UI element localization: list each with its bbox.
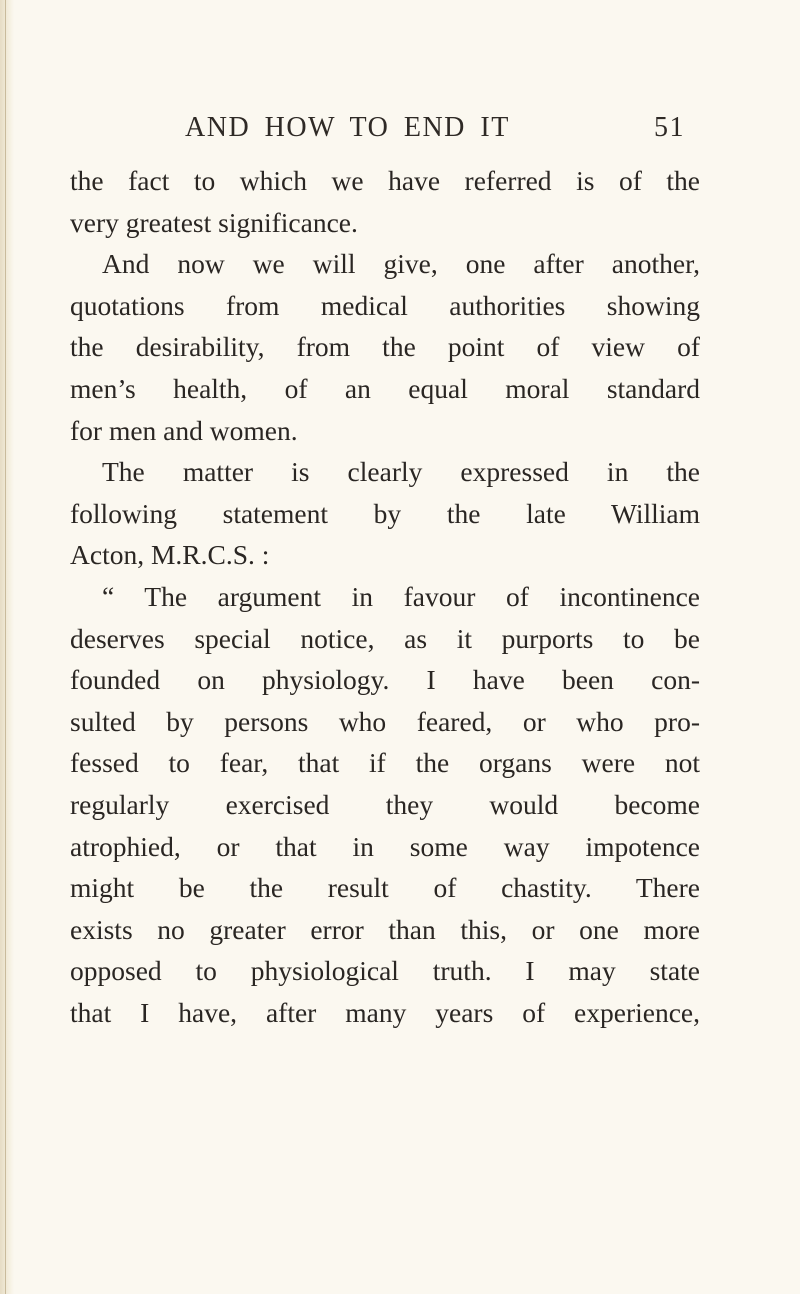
text-line: sulted by persons who feared, or who pro- (70, 705, 700, 737)
text-line: regularly exercised they would become (70, 788, 700, 820)
text-line: founded on physiology. I have been con- (70, 664, 700, 696)
text-line: might be the result of chastity. There (70, 872, 700, 904)
text-line: deserves special notice, as it purports to be (70, 622, 700, 654)
text-line: “ The argument in favour of incontinence (102, 580, 700, 612)
text-line: The matter is clearly expressed in the (102, 456, 700, 488)
text-line: Acton, M.R.C.S. : (70, 539, 270, 571)
page-number: 51 (654, 112, 685, 143)
page-gutter-line (5, 0, 6, 1294)
text-line: And now we will give, one after another, (102, 248, 700, 280)
text-line: fessed to fear, that if the organs were not (70, 747, 700, 779)
text-line: atrophied, or that in some way impotence (70, 830, 700, 862)
text-line: the desirability, from the point of view of (70, 331, 700, 363)
running-head-title: AND HOW TO END IT (185, 112, 510, 143)
text-line: very greatest significance. (70, 206, 358, 238)
text-line: men’s health, of an equal moral standard (70, 372, 700, 404)
running-head (185, 112, 685, 148)
text-line: following statement by the late William (70, 497, 700, 529)
body-text (70, 160, 700, 1033)
text-line: opposed to physiological truth. I may state (70, 955, 700, 987)
page-gutter-shadow (0, 0, 14, 1294)
text-line: quotations from medical authorities showing (70, 289, 700, 321)
text-line: the fact to which we have referred is of the (70, 165, 700, 196)
text-line: that I have, after many years of experience, (70, 996, 700, 1028)
text-line: exists no greater error than this, or one more (70, 913, 700, 945)
text-line: for men and women. (70, 414, 298, 446)
